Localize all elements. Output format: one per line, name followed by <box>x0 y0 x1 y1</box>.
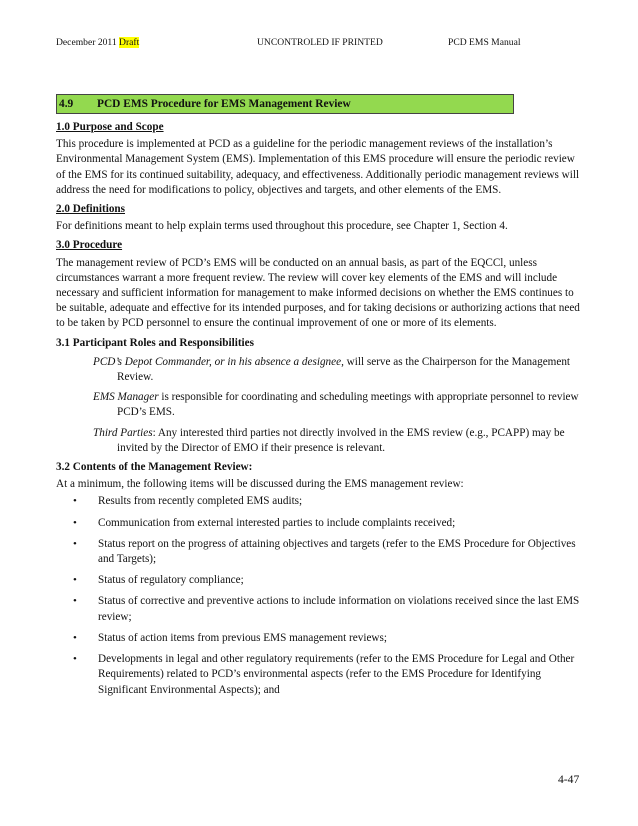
page-header <box>56 37 582 51</box>
list-item: • Results from recently completed EMS audits; <box>56 494 580 509</box>
role-item: PCD’s Depot Commander, or in his absence a designee, will serve as the Chairperson for the Management Review. <box>93 355 571 384</box>
bullet-icon: • <box>73 574 77 587</box>
purpose-text: This procedure is implemented at PCD as a guideline for the periodic management reviews of the installation’s Environmental Management System (EMS). Implementation of this EMS procedure will ensure the periodic review of the EMS for its continued suitability, adequacy, and effectiveness. Additionally periodic management reviews will address the need for modifications to policy, objectives and targets, and other elements of the EMS. <box>56 138 580 196</box>
role-item: EMS Manager is responsible for coordinating and scheduling meetings with appropriate personnel to review PCD’s EMS. <box>93 391 579 419</box>
procedure-text: The management review of PCD’s EMS will be conducted on an annual basis, as part of the EQCCl, unless circumstances warrant a more frequent review. The review will cover key elements of the EMS and will include necessary and sufficient information for management to make informed decisions on whether the EMS continues to be suitable, adequate and effective for its intended purposes, and for taking decisions or authorizing actions that need to be taken by PCD personnel to ensure the continual improvement of one or more of its elements. <box>56 256 580 330</box>
section-title-box <box>56 94 514 114</box>
list-item: • Status of action items from previous EMS management reviews; <box>56 631 580 646</box>
section-title: PCD EMS Procedure for EMS Management Review <box>97 98 351 110</box>
list-item: • Communication from external interested parties to include complaints received; <box>56 516 580 531</box>
bullet-icon: • <box>73 631 77 644</box>
page-number: 4-47 <box>558 773 580 786</box>
bullet-icon: • <box>73 595 77 608</box>
contents-intro: At a minimum, the following items will be discussed during the EMS management review: <box>56 478 464 491</box>
draft-highlight: Draft <box>119 37 140 48</box>
contents-bullet-list <box>56 494 580 697</box>
bullet-icon: • <box>73 537 77 550</box>
list-item: • Status of corrective and preventive actions to include information on violations received since the last EMS review; <box>73 595 580 623</box>
section-number: 4.9 <box>59 98 74 110</box>
definitions-heading: 2.0 Definitions <box>56 203 125 216</box>
purpose-heading: 1.0 Purpose and Scope <box>56 121 164 133</box>
bullet-icon: • <box>73 653 77 666</box>
bullet-icon: • <box>73 516 77 529</box>
role-item: Third Parties: Any interested third parties not directly involved in the EMS review (e.g., PCAPP) may be invited by the Director of EMO if their presence is relevant. <box>93 426 565 454</box>
list-item: • Developments in legal and other regulatory requirements (refer to the EMS Procedure for Legal and Other Requirements) related to PCD’s environmental aspects (refer to the EMS Procedure for Identifying Significant Environmental Aspects); and <box>73 653 575 696</box>
roles-heading: 3.1 Participant Roles and Responsibilities <box>56 336 254 349</box>
bullet-icon: • <box>73 495 77 508</box>
header-manual-name: PCD EMS Manual <box>448 37 521 48</box>
header-date: December 2011 Draft <box>56 37 140 48</box>
definitions-text: For definitions meant to help explain terms used throughout this procedure, see Chapter 1, Section 4. <box>56 220 508 233</box>
header-uncontrolled: UNCONTROLED IF PRINTED <box>257 37 383 48</box>
contents-heading: 3.2 Contents of the Management Review: <box>56 461 253 474</box>
document-body <box>56 120 580 704</box>
roles-list <box>56 355 580 456</box>
list-item: • Status of regulatory compliance; <box>56 573 580 588</box>
list-item: • Status report on the progress of attaining objectives and targets (refer to the EMS Procedure for Objectives and Targets); <box>73 537 576 566</box>
procedure-heading: 3.0 Procedure <box>56 239 123 252</box>
